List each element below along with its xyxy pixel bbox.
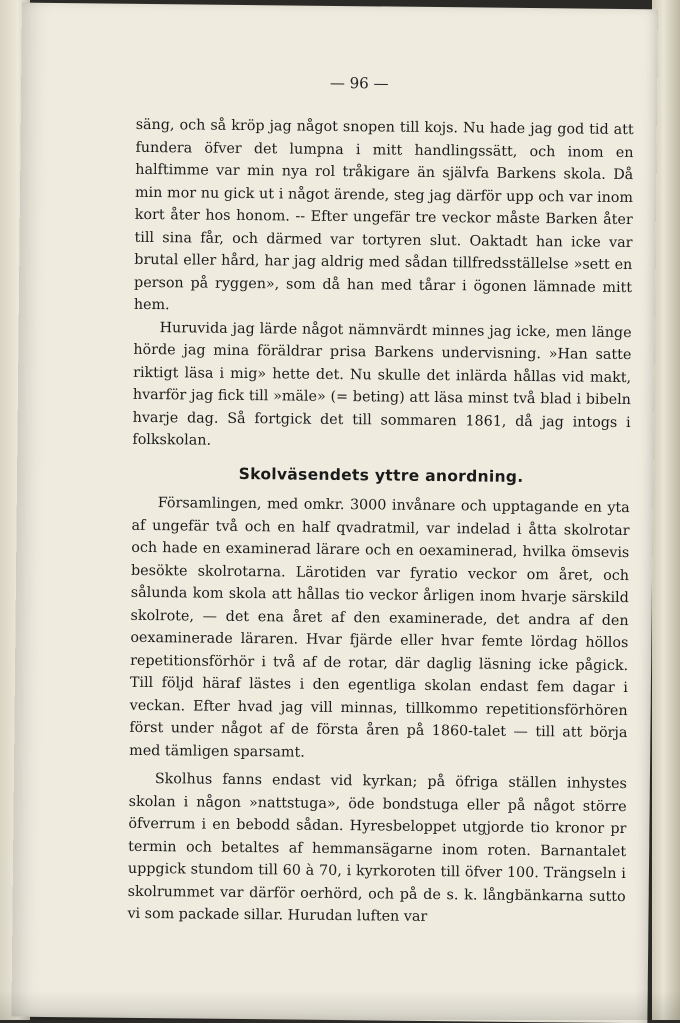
bottom-shadow [0, 990, 680, 1020]
section-paragraph-2: Skolhus fanns endast vid kyrkan; på öfriga ställen inhystes skolan i någon »nattstuga», öde bondstuga eller på något större öfverrum i en bebodd sådan. Hyresbeloppet utgjorde tio kronor pr termin och betaltes af hemmansägarne inom roten. Barnantalet uppgick stundom till 60 à 70, i kyrkoroten till öfver 100. Trängseln i skolrummet var därför oerhörd, och på de s. k. långbänkarna sutto vi som packade sillar. Hurudan luften var [127, 771, 627, 925]
page-body [127, 114, 633, 931]
page-number: — 96 — [329, 73, 389, 93]
section-paragraph-1: Församlingen, med omkr. 3000 invånare och upptagande en yta af ungefär två och en half qvadratmil, var indelad i åtta skolrotar och hade en examinerad lärare och en oexaminerad, hvilka ömsevis besökte skolrotarna. Lärotiden var fyratio veckor om året, och sålunda kom skola att hållas tio veckor årligen inom hvarje särskild skolrote, — det ena året af den examinerade, det andra af den oexaminerade läraren. Hvar fjärde eller hvar femte lördag höllos repetitionsförhör i två af de rotar, där daglig läsning icke pågick. Till följd häraf lästes i den egentliga skolan endast fem dagar i veckan. Efter hvad jag vill minnas, tillkommo repetitionsförhören först under något af de första åren på 1860-talet — till att börja med tämligen sparsamt. [129, 495, 630, 761]
section-heading: Skolväsendets yttre anordning. [238, 464, 524, 486]
paragraph-2: Huruvida jag lärde något nämnvärdt minnes jag icke, men länge hörde jag mina föräldrar prisa Barkens undervisning. »Han satte riktigt läsa i mig» hette det. Nu skulle det inlärda hållas vid makt, hvarför jag fick till »mäle» (= beting) att läsa minst två blad i bibeln hvarje dag. Så fortgick det till sommaren 1861, då jag intogs i folkskolan. [132, 319, 632, 449]
book-page [11, 3, 658, 1023]
paragraph-1: säng, och så kröp jag något snopen till kojs. Nu hade jag god tid att fundera öfver det lumpna i mitt handlingssätt, och inom en halftimme var min nya rol tråkigare än självfa Barkens skola. Då min mor nu gick ut i något ärende, steg jag därför upp och var inom kort åter hos honom. -- Efter ungefär tre veckor måste Barken åter till sina får, och därmed var tortyren slut. Oaktadt han icke var brutal eller hård, har jag aldrig med sådan tillfredsställelse »sett en person på ryggen», som då han med tårar i ögonen lämnade mitt hem. [133, 116, 634, 314]
